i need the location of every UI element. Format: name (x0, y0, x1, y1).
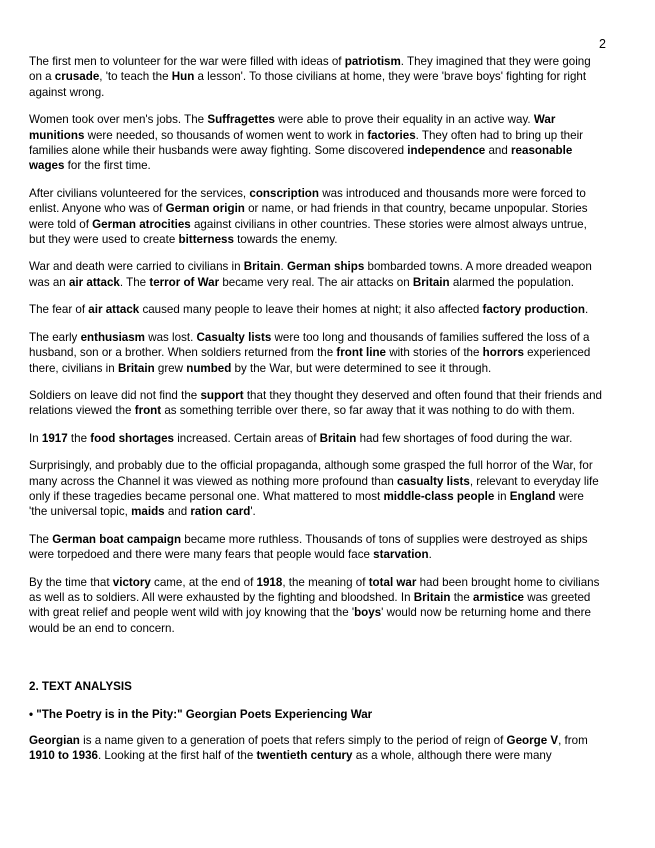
subheading: • "The Poetry is in the Pity:" Georgian Poets Experiencing War (29, 707, 373, 721)
bold-keyword: front line (336, 346, 386, 360)
text-run: with stories of the (386, 346, 483, 360)
text-run: the (67, 431, 91, 445)
final-paragraph (29, 733, 605, 764)
text-run: caused many people to leave their homes at night; it also affected (139, 303, 483, 317)
text-run: by the War, but were determined to see it through. (231, 361, 492, 375)
bold-keyword: Casualty lists (196, 330, 272, 344)
section-spacer (29, 648, 605, 679)
bold-keyword: conscription (249, 186, 319, 200)
text-run: The early (29, 330, 81, 344)
bold-keyword: 1918 (256, 575, 283, 589)
paragraph (29, 112, 605, 174)
bold-keyword: horrors (482, 346, 524, 360)
bold-keyword: Britain (413, 590, 451, 604)
text-run: as a whole, although there were many (352, 749, 552, 763)
text-run: After civilians volunteered for the services, (29, 186, 250, 200)
bold-keyword: air attack (68, 275, 120, 289)
text-run: . (280, 260, 287, 274)
bold-keyword: factories (367, 128, 416, 142)
text-run: increased. Certain areas of (174, 431, 320, 445)
bold-keyword: German ships (286, 260, 365, 274)
bold-keyword: England (509, 489, 556, 503)
bold-keyword: German atrocities (92, 217, 191, 231)
text-run: was lost. (145, 330, 197, 344)
text-run: and (485, 144, 512, 158)
bold-keyword: George V (506, 734, 559, 747)
bold-keyword: German origin (165, 202, 245, 216)
bold-keyword: Britain (319, 431, 357, 445)
text-run: . (584, 303, 589, 317)
history-paragraphs (29, 54, 605, 636)
section-heading: 2. TEXT ANALYSIS (29, 680, 132, 694)
bold-keyword: starvation (373, 548, 429, 562)
text-run: Surprisingly, and probably due to the official propaganda, although some grasped the full horror of the War, for many across the Channel it was viewed as nothing more profound than (29, 459, 593, 488)
paragraph (29, 532, 605, 563)
bold-keyword: 1910 to 1936 (29, 749, 98, 763)
bold-keyword: factory production (482, 303, 585, 317)
text-run: ' would now be returning home and there would be an end to concern. (29, 606, 591, 635)
text-run: or name, or had friends in that country, became unpopular. Stories were told of (29, 202, 588, 231)
bold-keyword: numbed (186, 361, 232, 375)
text-run: In (29, 431, 42, 445)
text-run: had few shortages of food during the war. (356, 431, 573, 445)
text-run: , 'to teach the (99, 70, 172, 84)
bold-keyword: crusade (54, 70, 100, 84)
text-run: grew (154, 361, 187, 375)
text-run: , from (558, 734, 588, 747)
bold-keyword: air attack (88, 303, 140, 317)
text-run: were 'the universal topic, (29, 489, 584, 519)
bold-keyword: Britain (412, 275, 450, 289)
text-run: were able to prove their equality in an active way. (275, 113, 534, 127)
bold-keyword: casualty lists (397, 474, 470, 488)
bold-keyword: Hun (171, 70, 195, 84)
bold-keyword: Georgian (29, 734, 80, 747)
text-run: . (428, 548, 432, 562)
bold-keyword: Suffragettes (207, 113, 276, 127)
paragraph (29, 575, 605, 637)
bold-keyword: victory (112, 575, 151, 589)
text-run: were too long and thousands of families suffered the loss of a husband, son or a brother. When soldiers returned from the (29, 330, 590, 360)
paragraph (29, 431, 605, 446)
bold-keyword: front (134, 404, 162, 418)
bold-keyword: total war (368, 575, 417, 589)
text-run: , the meaning of (282, 575, 369, 589)
document-body (29, 54, 605, 776)
bold-keyword: terror of War (149, 275, 220, 289)
bold-keyword: Britain (243, 260, 281, 274)
paragraph (29, 259, 605, 290)
text-run: . The (119, 275, 150, 289)
text-run: came, at the end of (150, 575, 257, 589)
paragraph (29, 388, 605, 419)
text-run: By the time that (29, 575, 113, 589)
text-run: the (450, 590, 474, 604)
paragraph (29, 302, 605, 317)
text-run: was introduced and thousands more were forced to enlist. Anyone who was of (29, 186, 586, 216)
bold-keyword: 1917 (41, 431, 68, 445)
bold-keyword: German boat campaign (52, 532, 182, 546)
text-run: , relevant to everyday life only if these tragedies became personal one. What mattered to most (29, 474, 599, 503)
text-run: is a name given to a generation of poets that refers simply to the period of reign of (79, 734, 507, 747)
bold-keyword: patriotism (344, 55, 401, 68)
page-number: 2 (599, 37, 606, 51)
text-run: a lesson'. To those civilians at home, they were 'brave boys' fighting for right against wrong. (29, 70, 587, 99)
bold-keyword: middle-class people (383, 489, 495, 503)
bold-keyword: maids (131, 505, 165, 519)
text-run: was greeted with great relief and people went wild with joy knowing that the ' (29, 590, 591, 620)
bold-keyword: bitterness (178, 233, 234, 247)
text-run: The fear of (29, 303, 89, 317)
text-run: bombarded towns. A more dreaded weapon was an (29, 260, 592, 289)
text-run: for the first time. (64, 159, 151, 173)
text-run: The first men to volunteer for the war were filled with ideas of (29, 55, 345, 68)
text-run: that they thought they deserved and often found that their friends and relations viewed the (29, 388, 602, 418)
text-run: against civilians in other countries. These stories were almost always untrue, but they were used to create (29, 217, 587, 247)
paragraph (29, 54, 605, 100)
bold-keyword: food shortages (90, 431, 174, 445)
bold-keyword: enthusiasm (80, 330, 145, 344)
paragraph (29, 458, 605, 520)
paragraph (29, 330, 605, 376)
text-run: . Looking at the first half of the (97, 749, 257, 763)
bold-keyword: reasonable wages (29, 144, 573, 173)
text-run: alarmed the population. (449, 275, 574, 289)
text-run: had been brought home to civilians as well as to soldiers. All were exhausted by the fighting and bloodshed. In (29, 575, 600, 604)
text-run: were needed, so thousands of women went to work in (84, 128, 368, 142)
paragraph (29, 186, 605, 248)
text-run: Women took over men's jobs. The (29, 113, 208, 127)
text-run: and (164, 505, 191, 519)
text-run: '. (250, 505, 256, 519)
bold-keyword: ration card (190, 505, 251, 519)
bold-keyword: Britain (117, 361, 155, 375)
text-run: became more ruthless. Thousands of tons of supplies were destroyed as ships were torpedoed and there were many fears that people would face (29, 532, 588, 562)
bold-keyword: boys (354, 606, 382, 620)
text-run: as something terrible over there, so far away that it was nothing to do with them. (161, 404, 575, 418)
bold-keyword: twentieth century (256, 749, 353, 763)
text-run: experienced there, civilians in (29, 346, 591, 375)
bold-keyword: War munitions (29, 113, 556, 142)
bold-keyword: independence (407, 144, 486, 158)
text-run: towards the enemy. (233, 233, 338, 247)
text-run: War and death were carried to civilians in (29, 260, 244, 274)
text-run: in (494, 489, 510, 503)
text-run: The (29, 532, 53, 546)
text-run: . They often had to bring up their families alone while their husbands were away fighting. Some discovered (29, 128, 584, 158)
bold-keyword: armistice (473, 590, 524, 604)
text-run: became very real. The air attacks on (219, 275, 413, 289)
text-run: Soldiers on leave did not find the (29, 388, 201, 402)
text-run: . They imagined that they were going on a (29, 55, 591, 84)
bold-keyword: support (200, 388, 244, 402)
